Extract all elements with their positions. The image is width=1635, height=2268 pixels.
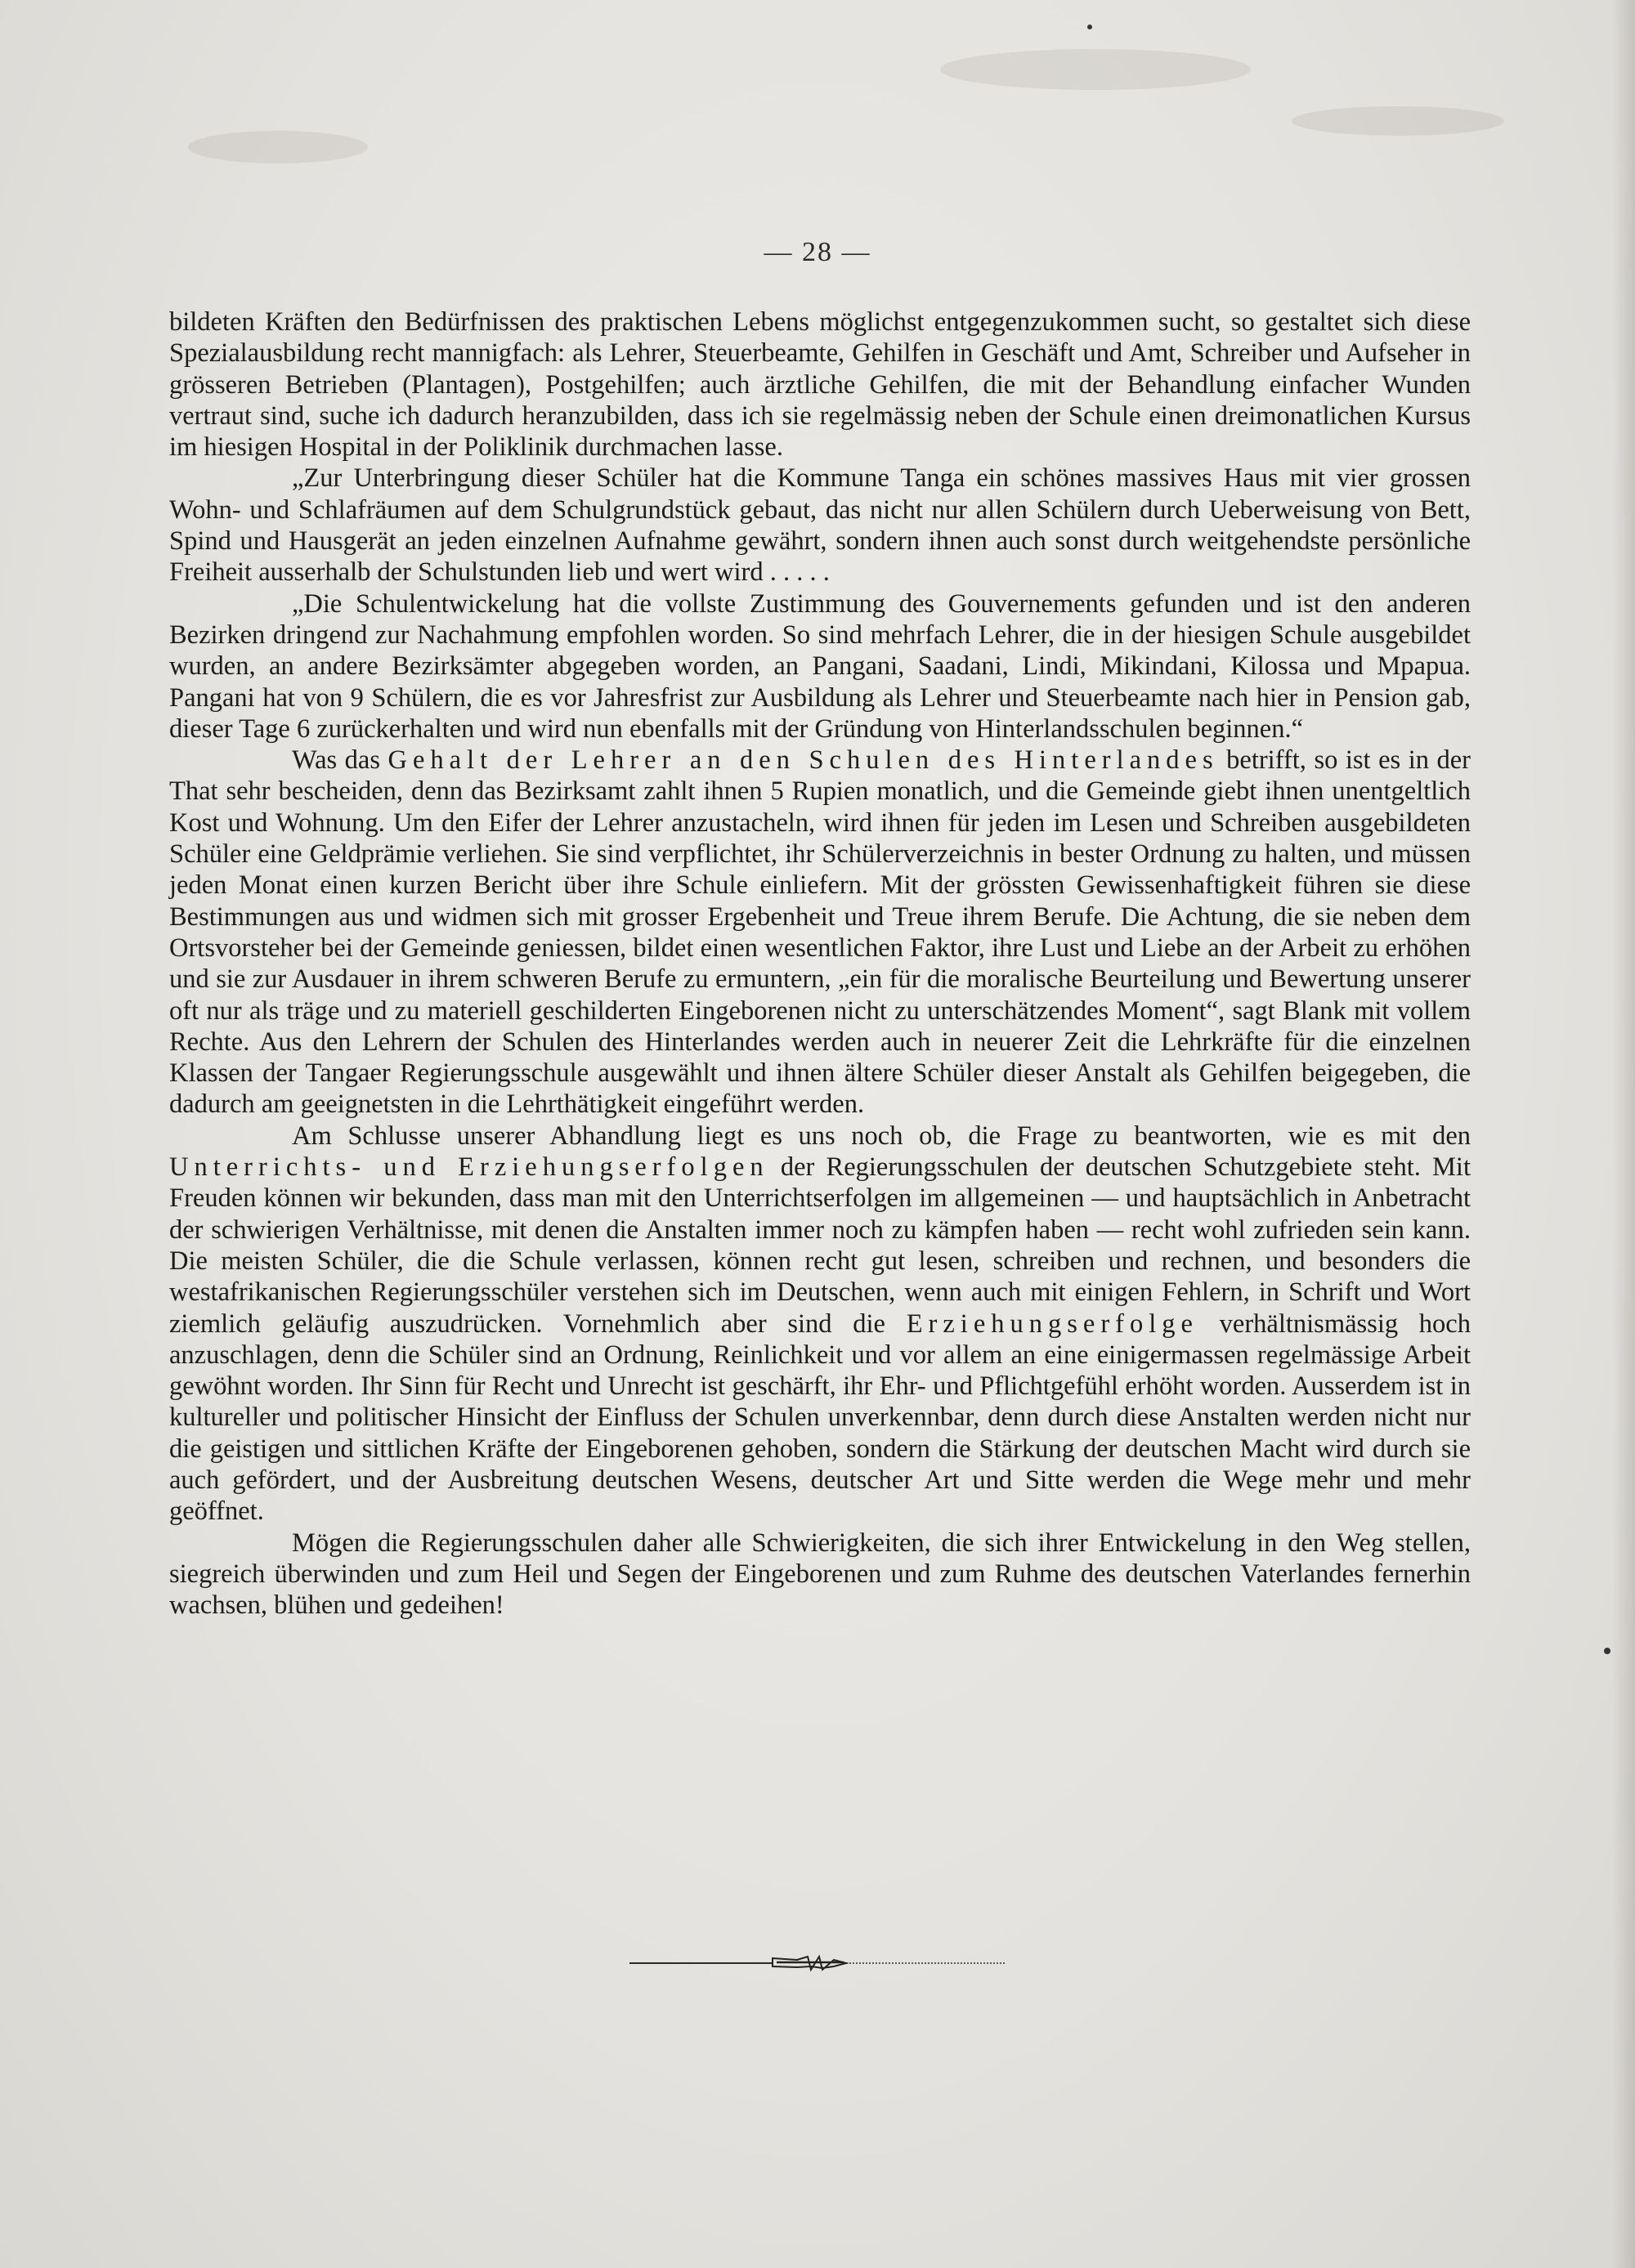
ornament-rule-icon: [629, 1947, 1006, 1979]
paragraph-1: bildeten Kräften den Bedürfnissen des praktischen Lebens möglichst entgegenzukommen sucht, so gestaltet sich diese Spezialausbildung recht mannigfach: als Lehrer, Steuerbeamte, Gehilfen in Geschäft und Amt, Schreiber und Aufseher in grösseren Betrieben (Plantagen), Postgehilfen; auch ärztliche Gehilfen, die mit der Behandlung einfacher Wunden vertraut sind, suche ich dadurch heranzubilden, dass ich sie regelmässig neben der Schule einen dreimonatlichen Kursus im hiesigen Hospital in der Poliklinik durchmachen lasse.: [169, 307, 1471, 463]
page-number: — 28 —: [764, 237, 871, 267]
paragraph-2: „Zur Unterbringung dieser Schüler hat die Kommune Tanga ein schönes massives Haus mit vier grossen Wohn- und Schlafräumen auf dem Schulgrundstück gebaut, das nicht nur allen Schülern durch Ueberweisung von Bett, Spind und Hausgerät an jeden einzelnen Aufnahme gewährt, sondern ihnen auch sonst durch weitgehendste persönliche Freiheit ausserhalb der Schulstunden lieb und wert wird . . . . .: [169, 463, 1471, 588]
paragraph-5: [169, 1121, 1471, 1528]
body-text: [169, 306, 1471, 1621]
paragraph-4-start: Was das: [292, 745, 380, 776]
paragraph-6: Mögen die Regierungsschulen daher alle Schwierigkeiten, die sich ihrer Entwickelung in den Weg stellen, siegreich überwinden und zum Heil und Segen der Eingeborenen und zum Ruhme des deutschen Vaterlandes fernerhin wachsen, blühen und gedeihen!: [169, 1528, 1471, 1621]
paragraph-4-rest: betrifft, so ist es in der That sehr bescheiden, denn das Bezirksamt zahlt ihnen 5 Rupien monatlich, und die Gemeinde giebt ihnen unentgeltlich Kost und Wohnung. Um den Eifer der Lehrer anzustacheln, wird ihnen für jeden im Lesen und Schreiben ausgebildeten Schüler eine Geldprämie verliehen. Sie sind verpflichtet, ihr Schülerverzeichnis in bester Ordnung zu halten, und müssen jeden Monat einen kurzen Bericht über ihre Schule einliefern. Mit der grössten Gewissenhaftigkeit führen sie diese Bestimmungen aus und widmen sich mit grosser Ergebenheit und Treue ihrem Berufe. Die Achtung, die sie neben dem Ortsvorsteher bei der Gemeinde geniessen, bildet einen wesentlichen Faktor, ihre Lust und Liebe an der Arbeit zu erhöhen und sie zur Ausdauer in ihrem schweren Berufe zu ermuntern, „ein für die moralische Beurteilung und Bewertung unserer oft nur als träge und zu materiell geschilderten Eingeborenen nicht zu unterschätzendes Moment“, sagt Blank mit vollem Rechte. Aus den Lehrern der Schulen des Hinterlandes werden auch in neuerer Zeit die Lehrkräfte für die einzelnen Klassen der Tangaer Regierungsschule ausgewählt und ihnen ältere Schüler dieser Anstalt als Gehilfen beigegeben, die dadurch am geeignetsten in die Lehrthätigkeit eingeführt werden.: [169, 745, 1472, 1120]
ink-speck: [1604, 1648, 1610, 1654]
paragraph-4: [169, 745, 1471, 1121]
ink-speck: [1087, 25, 1092, 29]
paper-smudge: [188, 131, 368, 163]
paragraph-5-start: Am Schlusse unserer Abhandlung liegt es uns noch ob, die Frage zu beantworten, wie es mit den: [292, 1121, 1471, 1151]
paragraph-5-middle: der Regierungsschulen der deutschen Schutzgebiete steht. Mit Freuden können wir bekunden, dass man mit den Unterrichtserfolgen im allgemeinen — und hauptsächlich in Anbetracht der schwierigen Verhältnisse, mit denen die Anstalten immer noch zu kämpfen haben — recht wohl zufrieden sein kann. Die meisten Schüler, die die Schule verlassen, können recht gut lesen, schreiben und rechnen, und besonders die westafrikanischen Regierungsschüler verstehen sich im Deutschen, wenn auch mit einigen Fehlern, in Schrift und Wort ziemlich geläufig auszudrücken. Vornehmlich aber sind die: [169, 1152, 1471, 1339]
spaced-heading-teacher-salary: Gehalt der Lehrer an den Schulen des Hinterlandes: [387, 745, 1219, 776]
paper-smudge: [940, 49, 1251, 90]
page-edge-shadow: [1612, 0, 1635, 2268]
paragraph-5-rest: verhältnismässig hoch anzuschlagen, denn die Schüler sind an Ordnung, Reinlichkeit und vor allem an eine einigermassen regelmässige Arbeit gewöhnt worden. Ihr Sinn für Recht und Unrecht ist geschärft, ihr Ehr- und Pflichtgefühl erhöht worden. Ausserdem ist in kultureller und politischer Hinsicht der Einfluss der Schulen unverkennbar, denn durch diese Anstalten werden nicht nur die geistigen und sittlichen Kräfte der Eingeborenen gehoben, sondern die Stärkung der deutschen Macht wird durch sie auch gefördert, und der Ausbreitung deutschen Wesens, deutscher Art und Sitte werden die Wege mehr und mehr geöffnet.: [169, 1308, 1471, 1527]
end-ornament: [629, 1947, 1006, 1979]
paper-smudge: [1292, 106, 1504, 136]
spaced-heading-teaching-success: Unterrichts- und Erziehungserfolgen: [169, 1152, 769, 1183]
paragraph-3: „Die Schulentwickelung hat die vollste Zustimmung des Gouvernements gefunden und ist den anderen Bezirken dringend zur Nachahmung empfohlen worden. So sind mehrfach Lehrer, die in der hiesigen Schule ausgebildet wurden, an andere Bezirksämter abgegeben worden, an Pangani, Saadani, Lindi, Mikindani, Kilossa und Mpapua. Pangani hat von 9 Schülern, die es vor Jahresfrist zur Ausbildung als Lehrer und Steuerbeamte nach hier in Pension gab, dieser Tage 6 zurückerhalten und wird nun ebenfalls mit der Gründung von Hinterlandsschulen beginnen.“: [169, 588, 1471, 744]
spaced-heading-education-success: Erziehungserfolge: [906, 1308, 1198, 1339]
